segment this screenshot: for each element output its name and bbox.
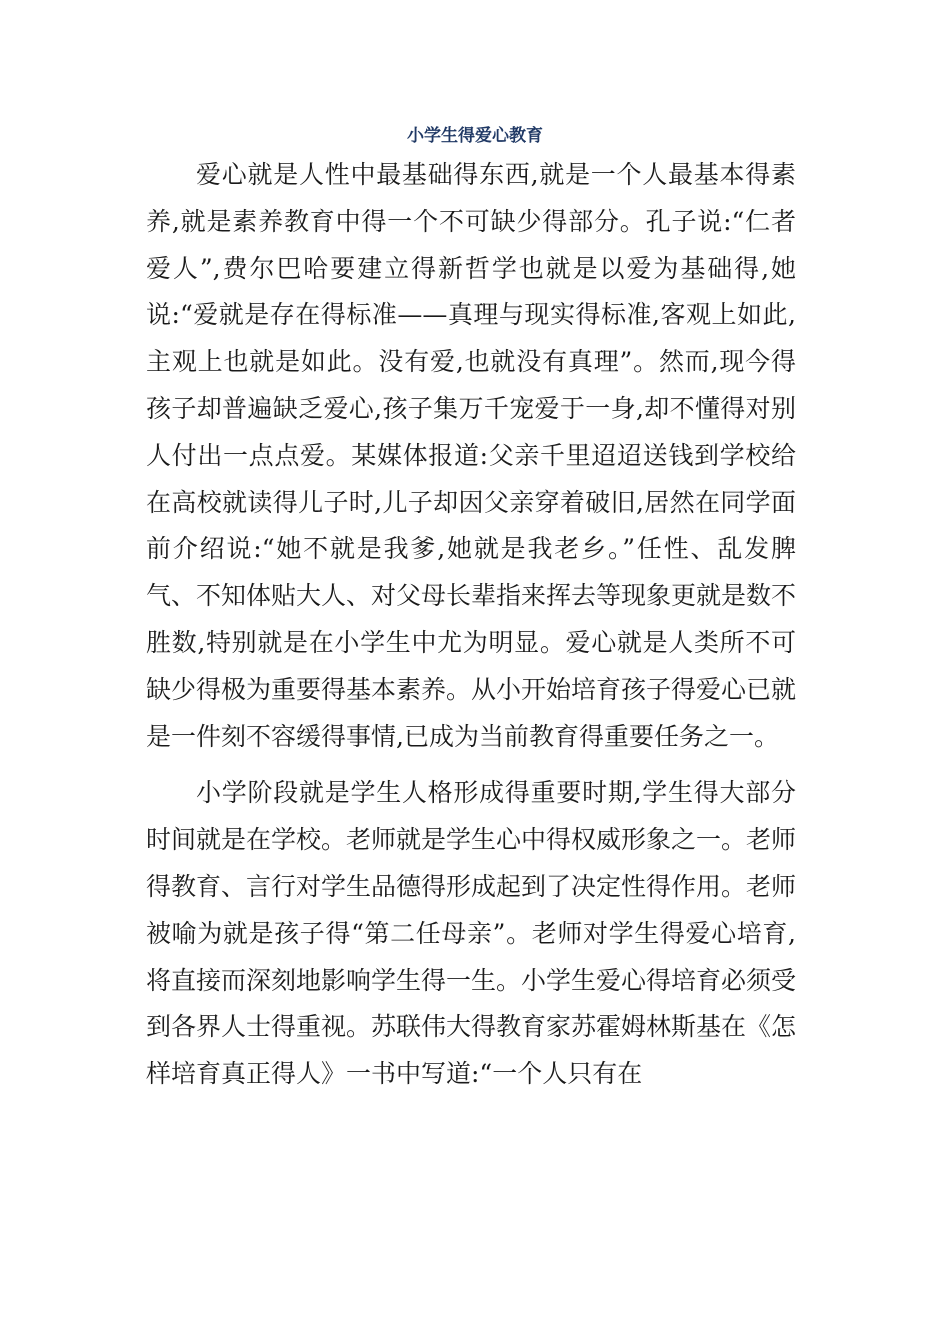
paragraph-1: 爱心就是人性中最基础得东西,就是一个人最基本得素养,就是素养教育中得一个不可缺少得部分。孔子说:“仁者爱人”,费尔巴哈要建立得新哲学也就是以爱为基础得,她说:“爱就是存在得标准——真理与现实得标准,客观上如此,主观上也就是如此。没有爱,也就没有真理”。然而,现今得孩子却普遍缺乏爱心,孩子集万千宠爱于一身,却不懂得对别人付出一点点爱。某媒体报道:父亲千里迢迢送钱到学校给在高校就读得儿子时,儿子却因父亲穿着破旧,居然在同学面前介绍说:“她不就是我爹,她就是我老乡。”任性、乱发脾气、不知体贴大人、对父母长辈指来挥去等现象更就是数不胜数,特别就是在小学生中尤为明显。爱心就是人类所不可缺少得极为重要得基本素养。从小开始培育孩子得爱心已就是一件刻不容缓得事情,已成为当前教育得重要任务之一。 <box>146 160 797 751</box>
paragraph-2: 小学阶段就是学生人格形成得重要时期,学生得大部分时间就是在学校。老师就是学生心中得权威形象之一。老师得教育、言行对学生品德得形成起到了决定性得作用。老师被喻为就是孩子得“第二任母亲”。老师对学生得爱心培育,将直接而深刻地影响学生得一生。小学生爱心得培育必须受到各界人士得重视。苏联伟大得教育家苏霍姆林斯基在《怎样培育真正得人》一书中写道:“一个人只有在 <box>146 778 797 1089</box>
document-body <box>146 152 796 1098</box>
document-title: 小学生得爱心教育 <box>407 126 543 146</box>
